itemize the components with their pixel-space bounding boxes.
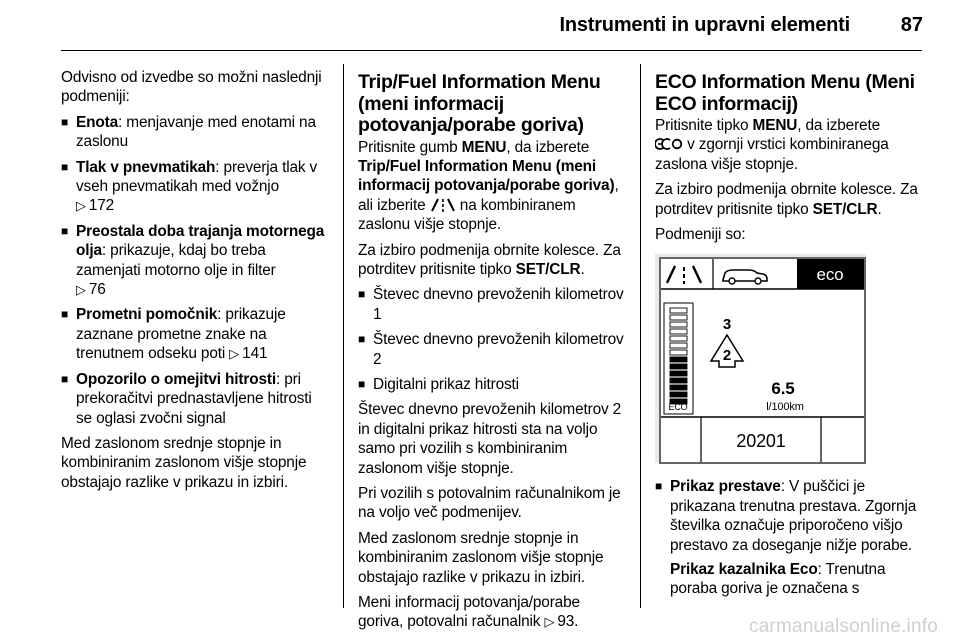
eco-gauge-label: ECO <box>668 402 688 413</box>
current-gear: 2 <box>722 347 732 365</box>
list-item: ■ Digitalni prikaz hitrosti <box>358 375 628 394</box>
eco-gauge-segment <box>670 371 687 376</box>
paragraph: Za izbiro podmenija obrnite kolesce. Za potrditev pritisnite tipko SET/CLR. <box>358 241 621 278</box>
page-reference: 141 <box>242 345 268 363</box>
eco-gauge-segment <box>670 322 687 327</box>
column-divider-2 <box>640 64 641 608</box>
list-item: ■ Preostala doba trajanja motornega olja: prikazuje, kdaj bo treba zamenjati motorno olje in filter ▷ 76 <box>61 222 331 300</box>
column-1 <box>61 68 331 498</box>
section-heading: ECO Information Menu (Meni ECO informacij) <box>655 71 915 115</box>
page-number: 87 <box>900 14 923 36</box>
outro-paragraph: Med zaslonom srednje stopnje in kombiniranim zaslonom višje stopnje obstajajo razlike v prikazu in izbiri. <box>61 434 307 491</box>
trip-road-icon <box>430 198 456 212</box>
odometer-value: 20201 <box>736 431 786 452</box>
watermark: carmanualsonline.info <box>748 616 938 637</box>
list-item: ■ Prometni pomočnik: prikazuje zaznane prometne znake na trenutnem odseku poti ▷ 141 <box>61 305 331 363</box>
column-2 <box>358 72 628 638</box>
eco-gauge <box>670 308 687 404</box>
reference-arrow-icon: ▷ <box>76 282 86 298</box>
list-item: ■ Tlak v pnevmatikah: preverja tlak v vseh pnevmatikah med vožnjo ▷ 172 <box>61 158 331 216</box>
paragraph: Pri vozilih s potovalnim računalnikom je na voljo več podmenijev. <box>358 485 621 522</box>
eco-tab-label: eco <box>816 265 844 285</box>
paragraph: Za izbiro podmenija obrnite kolesce. Za potrditev pritisnite tipko SET/CLR. <box>655 181 918 218</box>
list-item: ■ Števec dnevno prevoženih kilometrov 2 <box>358 330 628 369</box>
submenu-list <box>655 477 923 598</box>
list-item: ■ Enota: menjavanje med enotami na zaslonu <box>61 113 331 152</box>
reference-arrow-icon: ▷ <box>544 614 555 630</box>
page-reference: 76 <box>88 281 106 299</box>
eco-gauge-segment <box>670 378 687 383</box>
consumption-unit: l/100km <box>766 401 804 414</box>
paragraph: Števec dnevno prevoženih kilometrov 2 in digitalni prikaz hitrosti sta na voljo samo pri vozilih s kombiniranim zaslonom višje stopnje. <box>358 401 622 477</box>
reference-arrow-icon: ▷ <box>76 198 86 214</box>
list-item: ■ Opozorilo o omejitvi hitrosti: pri prekoračitvi prednastavljene hitrosti se oglasi zvočni signal <box>61 370 331 428</box>
submenu-list <box>358 285 628 394</box>
eco-gauge-segment <box>670 392 687 397</box>
paragraph: Meni informacij potovanja/porabe goriva, potovalni računalnik ▷ 93. <box>358 594 580 631</box>
eco-gauge-segment <box>670 308 687 313</box>
list-item: ■ Prikaz prestave: V puščici je prikazana trenutna prestava. Zgornja številka označuje priporočeno višjo prestavo za doseganje nižje porabe. Prikaz kazalnika Eco: Trenutna poraba goriva je označena s <box>655 477 923 598</box>
eco-gauge-segment <box>670 336 687 341</box>
page-title: Instrumenti in upravni elementi <box>559 14 850 36</box>
intro-paragraph: Odvisno od izvedbe so možni naslednji podmeniji: <box>61 69 322 106</box>
eco-gauge-segment <box>670 350 687 355</box>
column-divider-1 <box>343 64 344 608</box>
eco-symbol-icon <box>655 137 683 151</box>
page-reference: 172 <box>88 197 115 215</box>
column-3 <box>655 72 923 605</box>
eco-gauge-segment <box>670 315 687 320</box>
section-heading: Trip/Fuel Information Menu (meni informacij potovanja/porabe goriva) <box>358 71 601 136</box>
paragraph: Pritisnite tipko MENU, da izberete v zgornji vrstici kombiniranega zaslona višje stopnje. <box>655 117 889 173</box>
paragraph: Pritisnite gumb MENU, da izberete Trip/Fuel Information Menu (meni informacij potovanja/porabe goriva), ali izberite na kombiniranem zaslonu višje stopnje. <box>358 138 619 234</box>
list-item: ■ Števec dnevno prevoženih kilometrov 1 <box>358 285 628 324</box>
eco-gauge-segment <box>670 385 687 390</box>
recommended-gear: 3 <box>722 316 732 334</box>
consumption-value: 6.5 <box>771 379 795 399</box>
header-rule <box>61 50 922 51</box>
reference-arrow-icon: ▷ <box>229 346 240 362</box>
paragraph: Med zaslonom srednje stopnje in kombiniranim zaslonom višje stopnje obstajajo razlike v prikazu in izbiri. <box>358 529 604 586</box>
eco-display-illustration <box>655 254 866 463</box>
submenu-list <box>61 113 331 428</box>
paragraph: Podmeniji so: <box>655 226 746 244</box>
eco-gauge-segment <box>670 329 687 334</box>
eco-gauge-segment <box>670 364 687 369</box>
paragraph: Prikaz kazalnika Eco: Trenutna poraba goriva je označena s <box>670 561 886 598</box>
eco-gauge-segment <box>670 357 687 362</box>
eco-gauge-segment <box>670 343 687 348</box>
